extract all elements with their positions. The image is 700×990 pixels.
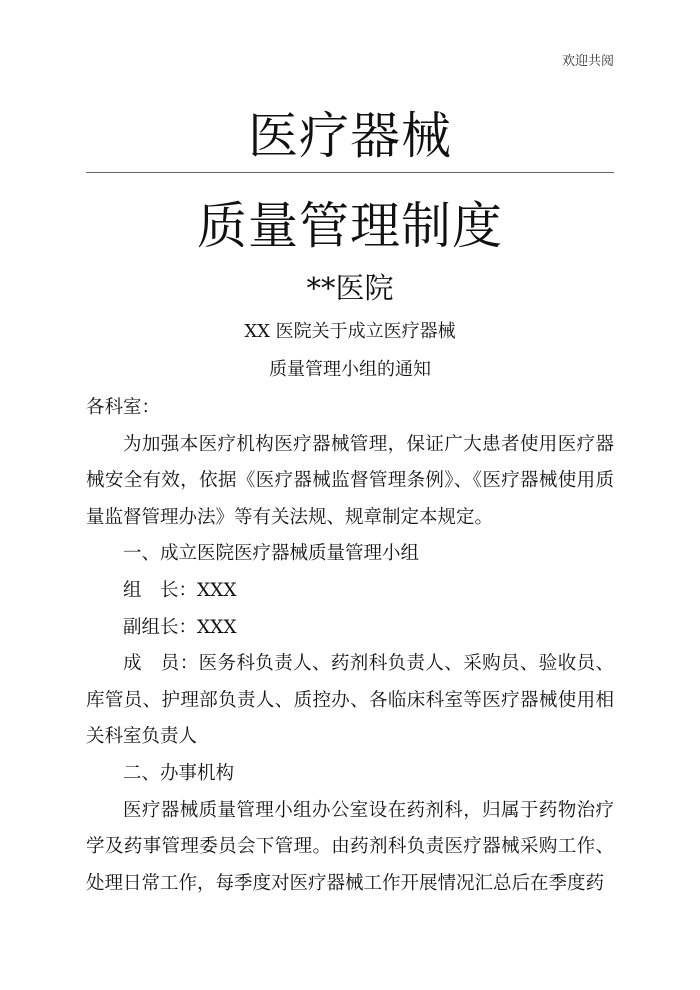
organization-name: **医院 <box>306 271 394 305</box>
salutation: 各科室： <box>86 397 161 418</box>
paragraph-office: 医疗器械质量管理小组办公室设在药剂科，归属于药物治疗学及药事管理委员会下管理。由药剂科负责医疗器械采购工作、处理日常工作，每季度对医疗器械工作开展情况汇总后在季度药 <box>86 799 614 894</box>
title-divider <box>86 172 614 173</box>
document-subtitle: 质量管理制度 <box>197 197 503 255</box>
section-heading-1: 一、成立医院医疗器械质量管理小组 <box>123 543 420 565</box>
group-leader: 组 长：XXX <box>123 579 237 601</box>
paragraph-purpose: 为加强本医疗机构医疗器械管理，保证广大患者使用医疗器械安全有效，依据《医疗器械监督管理条例》、《医疗器械使用质量监督管理办法》等有关法规、规章制定本规定。 <box>86 433 614 528</box>
deputy-group-leader: 副组长：XXX <box>123 616 237 638</box>
document-body <box>86 390 614 902</box>
section-heading-2: 二、办事机构 <box>123 762 235 784</box>
notice-title-line-1: XX 医院关于成立医疗器械 <box>244 321 456 342</box>
header-note: 欢迎共阅 <box>561 54 614 69</box>
document-title: 医疗器械 <box>248 107 452 165</box>
notice-title-line-2: 质量管理小组的通知 <box>269 359 431 380</box>
group-members: 成 员：医务科负责人、药剂科负责人、采购员、验收员、库管员、护理部负责人、质控办、各临床科室等医疗器械使用相关科室负责人 <box>86 653 614 748</box>
